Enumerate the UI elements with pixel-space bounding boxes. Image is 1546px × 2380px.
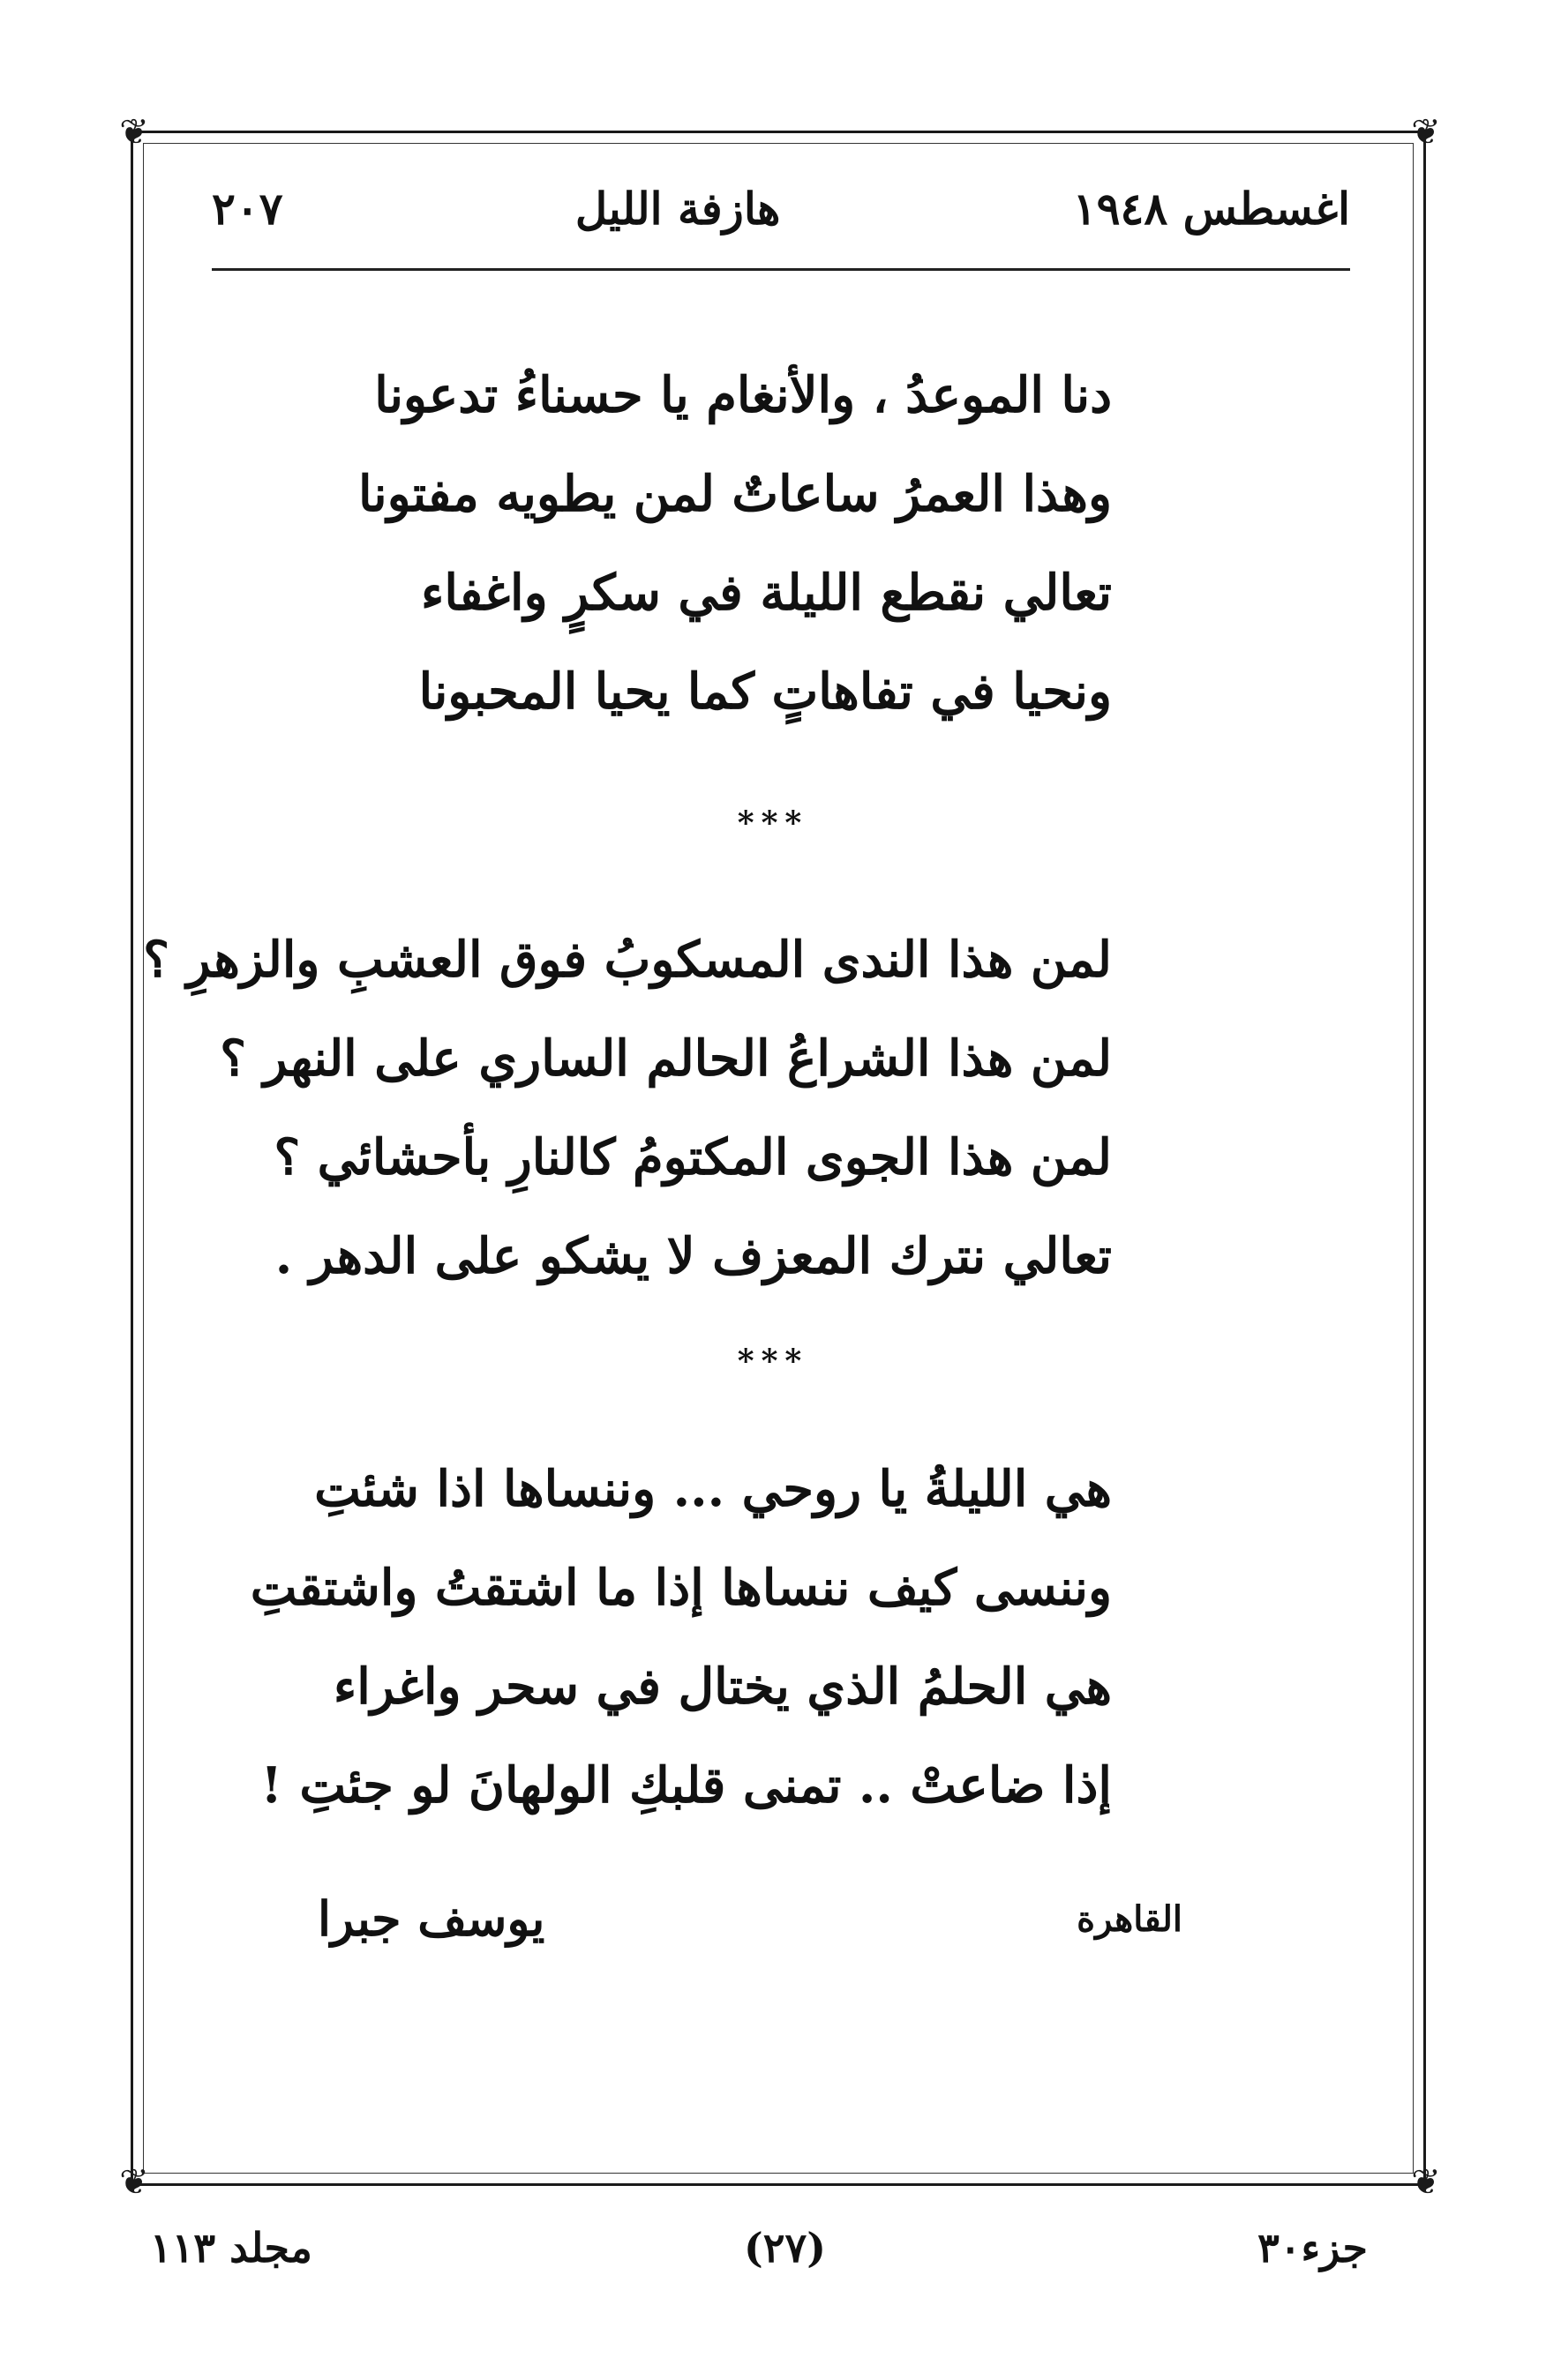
page-footer — [150, 2212, 1368, 2283]
footer-issue-number: (٢٧) — [744, 2224, 826, 2271]
poem-line: لمن هذا الندى المسكوبُ فوق العشبِ والزهرِ ؟ — [143, 931, 1112, 989]
signature — [318, 1879, 1182, 1958]
corner-ornament-icon: ❦ — [1411, 112, 1441, 153]
poem-line: لمن هذا الشراعُ الحالم الساري على النهر ؟ — [220, 1029, 1112, 1088]
poem-stanza — [250, 1440, 1112, 1835]
poem-line: تعالي نقطع الليلة في سكرٍ واغفاء — [421, 564, 1112, 622]
signature-place: القاهرة — [1077, 1897, 1182, 1940]
stanza-separator: *** — [737, 805, 809, 842]
corner-ornament-icon: ❦ — [119, 2162, 149, 2203]
header-page-number: ٢٠٧ — [212, 182, 283, 235]
poem-line: ونحيا في تفاهاتٍ كما يحيا المحبونا — [418, 662, 1112, 721]
poem-line: إذا ضاعتْ .. تمنى قلبكِ الولهانَ لو جئتِ ! — [260, 1756, 1112, 1815]
footer-part: جزء٣٠ — [1257, 2224, 1368, 2271]
corner-ornament-icon: ❦ — [1411, 2162, 1441, 2203]
corner-ornament-icon: ❦ — [119, 112, 149, 153]
header-rule — [212, 268, 1350, 271]
signature-author: يوسف جبرا — [318, 1890, 545, 1947]
poem-line: وننسى كيف ننساها إذا ما اشتقتُ واشتقتِ — [250, 1559, 1112, 1617]
poem-line: وهذا العمرُ ساعاتٌ لمن يطويه مفتونا — [357, 465, 1112, 523]
poem-line: هي الليلةُ يا روحي ... وننساها اذا شئتِ — [314, 1460, 1112, 1518]
poem-line: دنا الموعدُ ، والأنغام يا حسناءُ تدعونا — [374, 366, 1112, 424]
poem-stanza — [143, 910, 1112, 1306]
header-title: هازفة الليل — [574, 182, 781, 235]
poem-stanza — [357, 346, 1112, 741]
running-head — [212, 173, 1350, 243]
footer-volume: مجلد ١١٣ — [150, 2224, 312, 2271]
stanza-separator: *** — [737, 1343, 809, 1380]
header-date: اغسطس ١٩٤٨ — [1072, 182, 1350, 235]
poem-line: لمن هذا الجوى المكتومُ كالنارِ بأحشائي ؟ — [274, 1128, 1112, 1186]
poem-line: هي الحلمُ الذي يختال في سحر واغراء — [333, 1658, 1112, 1716]
poem-line: تعالي نترك المعزف لا يشكو على الدهر . — [274, 1227, 1112, 1285]
